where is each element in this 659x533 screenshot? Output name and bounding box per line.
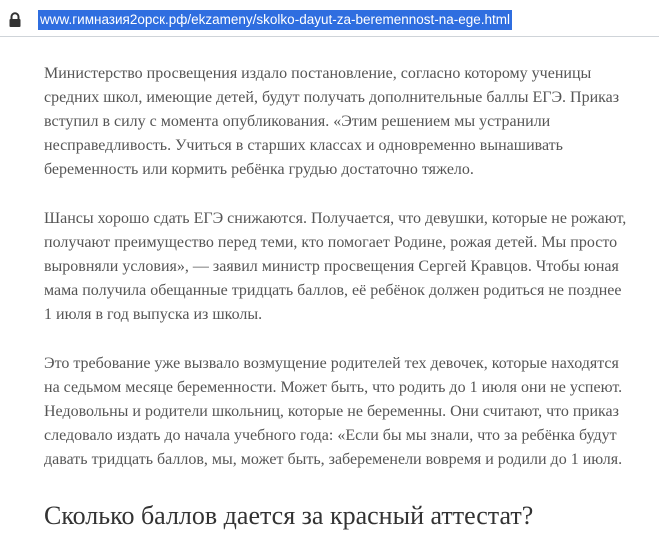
- article-paragraph-3: Это требование уже вызвало возмущение родителей тех девочек, которые находятся на седьмом месяце беременности. Может быть, что родить до 1 июля они не успеют. Недовольны и родители школьниц, которые не беременны. Они считают, что приказ следовало издать до начала учебного года: «Если бы мы знали, что за ребёнка будут давать тридцать баллов, мы, может быть, забеременели вовремя и родили до 1 июля.: [44, 355, 623, 468]
- article-paragraph-1: Министерство просвещения издало постановление, согласно которому ученицы средних школ, имеющие детей, будут получать дополнительные баллы ЕГЭ. Приказ вступил в силу с момента опубликования. «Этим решением мы устранили несправедливость. Учиться в старших классах и одновременно вынашивать беременность или кормить ребёнка грудью достаточно тяжело.: [44, 65, 620, 178]
- section-heading: Сколько баллов дается за красный аттестат?: [44, 501, 534, 530]
- url-text[interactable]: www.гимназия2орск.рф/ekzameny/skolko-dayut-za-beremennost-na-ege.html: [38, 10, 512, 30]
- article-body: [44, 62, 629, 497]
- address-bar[interactable]: [0, 0, 659, 37]
- article-paragraph-2: Шансы хорошо сдать ЕГЭ снижаются. Получается, что девушки, которые не рожают, получают преимущество перед теми, кто помогает Родине, рожая детей. Мы просто выровняли условия», — заявил министр просвещения Сергей Кравцов. Чтобы юная мама получила обещанные тридцать баллов, её ребёнок должен родиться не позднее 1 июля в год выпуска из школы.: [44, 210, 627, 323]
- lock-icon: [8, 12, 22, 28]
